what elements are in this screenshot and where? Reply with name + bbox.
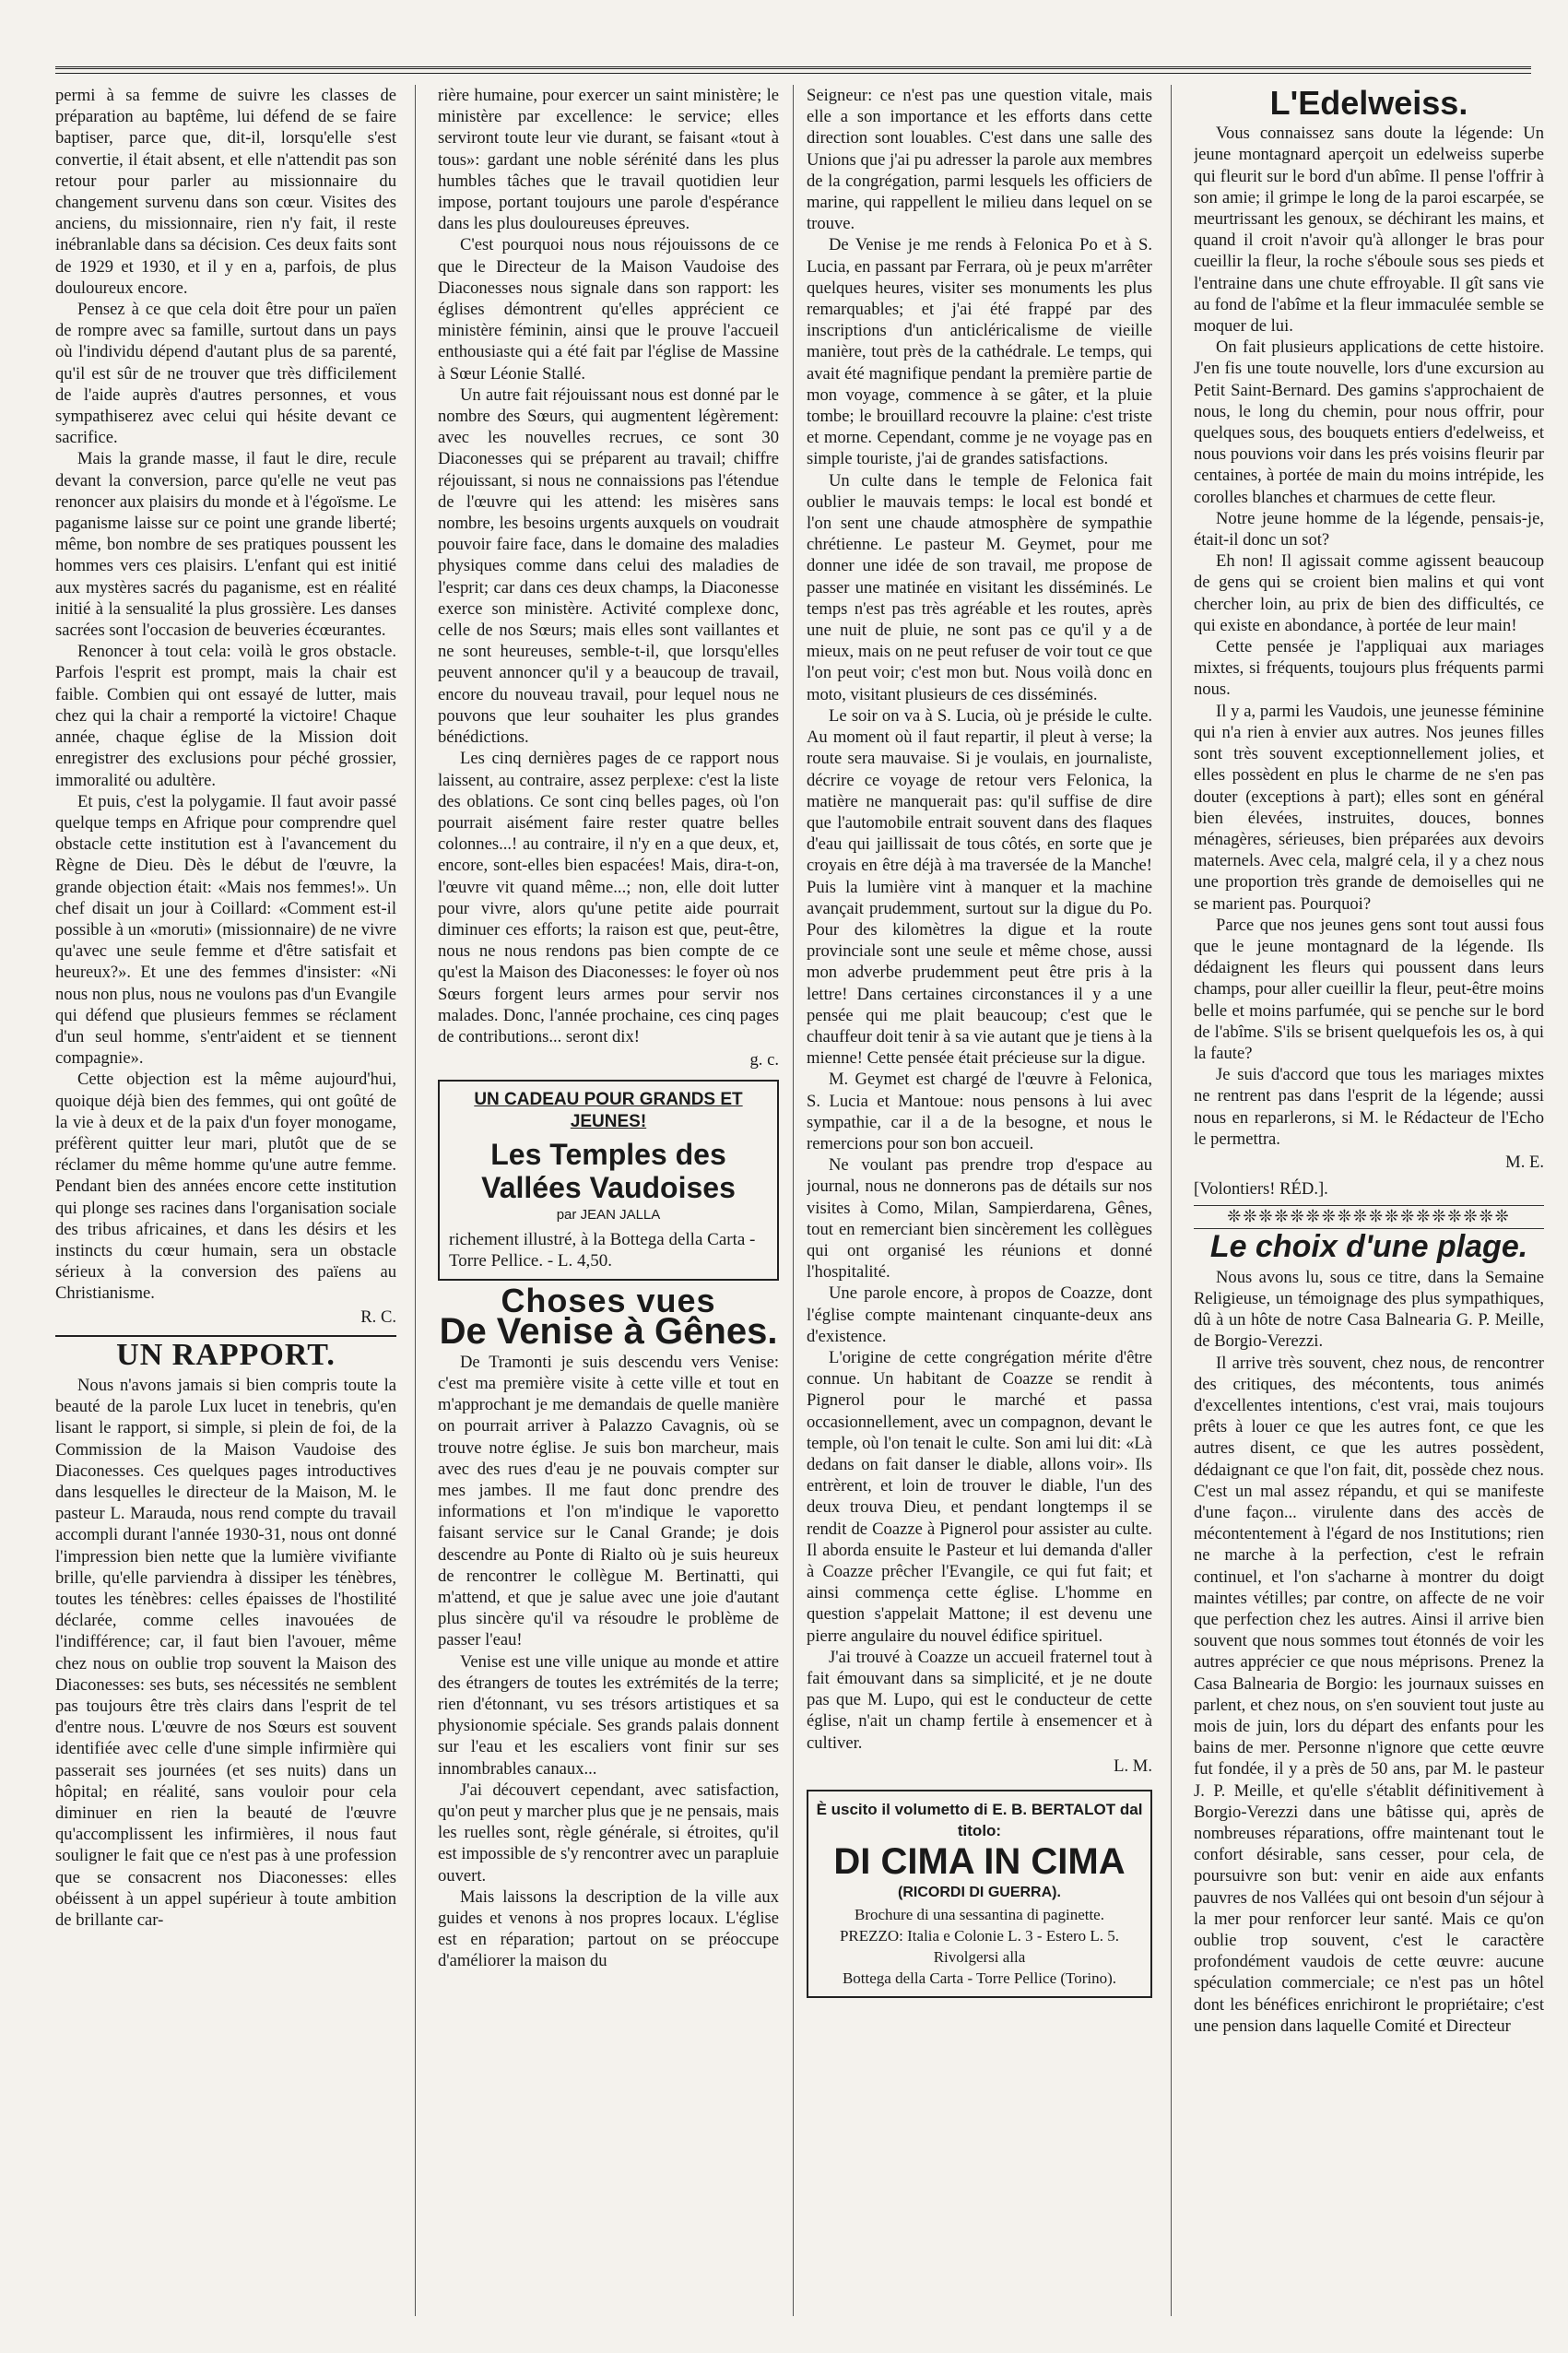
ad-body: richement illustré, à la Bottega della Carta - Torre Pellice. - L. 4,50. xyxy=(449,1229,756,1271)
column-divider xyxy=(793,85,794,2316)
paragraph: On fait plusieurs applications de cette histoire. J'en fis une toute nouvelle, lors d'une excursion au Petit Saint-Bernard. Des gamins s'approchaient de nous, le long du chemin, pour nous offrir, pour quelques sous, des bouquets entiers d'edelweiss, et nous pouvions voir dans les prés voisins fleurir par centaines, à portée de main du moins intrépide, les corolles blanches et charmues de cette fleur. xyxy=(1194,337,1544,507)
paragraph: De Venise je me rends à Felonica Po et à S. Lucia, en passant par Ferrara, où je peux m'arrêter quelques heures, visiter ses monuments les plus remarquables; et j'ai été frappé par des inscriptions d'un anticléricalisme de vieille manière, tout près de la cathédrale. Le temps, qui avait été magnifique pendant la première partie de mon voyage, commence à se gâter, et la pluie tombe; le brouillard recouvre la plaine: c'est triste et morne. Cependant, comme je ne voyage pas en simple touriste, j'ai de grandes satisfactions. xyxy=(807,235,1152,469)
editor-note: [Volontiers! RÉD.]. xyxy=(1194,1179,1328,1200)
section-title: Choses vues xyxy=(501,1282,716,1320)
paragraph: Je suis d'accord que tous les mariages mixtes ne rentrent pas dans l'esprit de la légende; aussi nous en reparlerons, si M. le Rédacteur de l'Echo le permettra. xyxy=(1194,1065,1544,1149)
ad-author: par JEAN JALLA xyxy=(556,1206,661,1223)
paragraph: M. Geymet est chargé de l'œuvre à Felonica, S. Lucia et Mantoue: nous pensons à lui avec sympathie, car il a de la besogne, et nous le remercions pour son bon accueil. xyxy=(807,1070,1152,1153)
paragraph: Eh non! Il agissait comme agissent beaucoup de gens qui se croient bien malins et qui vont chercher loin, au prix de bien des difficultés, ce qui existe en abondance, à portée de leur main! xyxy=(1194,551,1544,635)
signature: g. c. xyxy=(749,1050,779,1070)
paragraph: Mais la grande masse, il faut le dire, recule devant la conversion, parce qu'elle ne veut pas renoncer aux plaisirs du monde et à l'égoïsme. Le paganisme laisse sur ce point une grande liberté; même, bon nombre de ses pratiques poussent les hommes vers ces plaisirs. L'enfant qui est initié aux mystères sacrés du paganisme, est en réalité initié à la sensualité la plus grossière. Les danses sacrées sont l'occasion de beuveries écœurantes. xyxy=(55,449,396,641)
paragraph: Pensez à ce que cela doit être pour un païen de rompre avec sa famille, surtout dans un pays où l'individu dépend d'autant plus de sa parenté, qu'il est sûr de ne trouver que très difficilement de l'aide auprès d'autres personnes, et vous sympathiserez avec celui qui hésite devant ce sacrifice. xyxy=(55,300,396,448)
paragraph: L'origine de cette congrégation mérite d'être connue. Un habitant de Coazze se rendit à Pignerol pour le marché et passa occasionnellement, avec un compagnon, devant le temple, où l'on tenait le culte. Son ami lui dit: «Là dedans on fait danser le diable, allons voir». Ils entrèrent, et loin de trouver le diable, l'un des deux trouva Dieu, et pendant longtemps il se rendit de Coazze à Pignerol pour assister au culte. Il aborda ensuite le Pasteur et lui demanda d'aller à Coazze prêcher l'Evangile, ce qui fut fait; et ainsi commença cette église. L'homme en question s'appelait Mattone; il est devenu une pierre angulaire du nouvel édifice spirituel. xyxy=(807,1347,1152,1646)
paragraph: Mais laissons la description de la ville aux guides et venons à nos propres locaux. L'église est en réparation; partout on se préoccupe d'améliorer la maison du xyxy=(438,1886,779,1971)
paragraph: Venise est une ville unique au monde et attire des étrangers de toutes les extrémités de la terre; rien d'étonnant, vu ses trésors artistiques et sa physionomie spéciale. Ses grands palais donnent sur l'eau et les escaliers vont finir sur ses innombrables canaux... xyxy=(438,1651,779,1779)
ad-title: Les Temples des Vallées Vaudoises xyxy=(481,1137,736,1204)
paragraph: Et puis, c'est la polygamie. Il faut avoir passé quelque temps en Afrique pour comprendre quel obstacle cette institution est à l'avancement du Règne de Dieu. Dès le début de l'œuvre, la grande objection était: «Mais nos femmes!». Un chef disait un jour à Coillard: «Comment est-il possible à un «moruti» (missionnaire) de ne vivre qu'avec une seule femme et d'être satisfait et heureux?». Et une des femmes d'insister: «Ni nous non plus, nous ne voulons pas d'un Evangile qui défend que plusieurs femmes se réclament d'un seul homme, s'entr'aident et se tiennent compagnie». xyxy=(55,791,396,1069)
paragraph: Parce que nos jeunes gens sont tout aussi fous que le jeune montagnard de la légende. Ils dédaignent les fleurs qui poussent dans leurs champs, pour aller cueillir la fleur, peut-être moins belle et moins parfumée, qui se penche sur le bord de l'abîme. S'ils se brisent quelquefois les os, à qui la faute? xyxy=(1194,915,1544,1063)
paragraph: Nous avons lu, sous ce titre, dans la Semaine Religieuse, un témoignage des plus sympathiques, dû à un hôte de notre Casa Balnearia G. P. Meille, de Borgio-Verezzi. xyxy=(1194,1267,1544,1352)
paragraph: Une parole encore, à propos de Coazze, dont l'église compte maintenant cinquante-deux ans d'existence. xyxy=(807,1283,1152,1346)
paragraph: J'ai trouvé à Coazze un accueil fraternel tout à fait émouvant dans sa simplicité, et je ne doute pas que M. Lupo, qui est le conducteur de cette église, n'ait un champ fertile à ensemencer et à cultiver. xyxy=(807,1647,1152,1753)
article-title: L'Edelweiss. xyxy=(1269,85,1468,122)
paragraph: rière humaine, pour exercer un saint ministère; le ministère par excellence: le service; elles serviront toute leur vie durant, se faisant «tout à tous»: gardant une noble sérénité dans les plus humbles tâches que le travail quotidien leur impose, portant toujours une parole d'espérance dans les plus douloureuses épreuves. xyxy=(438,86,779,234)
paragraph: Le soir on va à S. Lucia, où je préside le culte. Au moment où il faut repartir, il pleut à verse; la route sera mauvaise. Si je voulais, en journaliste, décrire ce voyage de retour vers Felonica, la matière ne manquerait pas: qu'il suffise de dire que l'automobile entrait souvent dans des flaques d'eau qui jaillissait de tous côtés, en sorte que je croyais en être déjà à ma traversée de la Manche! Puis la lumière vint à manquer et la machine avançait prudemment, surtout sur la digue du Po. Pour des kilomètres la digue et la route provinciale sont une seule et même chose, aussi mon adverbe prudemment peut être pris à la lettre! Dans certaines circonstances il y a une pensée qui me plait beaucoup; c'est que le chauffeur doit tenir à sa vie autant que je tiens à la mienne! Cette pensée était précieuse sur la digue. xyxy=(807,705,1152,1069)
signature: R. C. xyxy=(360,1307,396,1327)
paragraph: Nous n'avons jamais si bien compris toute la beauté de la parole Lux lucet in tenebris, qu'en lisant le rapport, si simple, si plein de foi, de la Commission de la Maison Vaudoise des Diaconesses. Ces quelques pages introductives dans lesquelles le directeur de la Maison, M. le pasteur L. Marauda, nous rend compte du travail accompli durant l'année 1930-31, nous ont donné l'impression bien nette que la lumière vivifiante brille, qu'elle parviendra à dissiper les ténèbres, toutes les ténèbres: celles épaisses de l'hostilité déclarée, comme celles inavouées de l'indifférence; car, il faut bien l'avouer, même chez nous on oublie trop souvent la Maison des Diaconesses: ses buts, ses nécessités ne semblent pas toujours être très clairs dans l'esprit de tel d'entre nous. L'œuvre de nos Sœurs est souvent identifiée avec celle d'une simple infirmière qui passerait ses journées (et ses nuits) dans un hôpital; en réalité, sans vouloir pour cela diminuer en rien la beauté de l'œuvre qu'accomplissent les infirmières, il nous faut souligner le fait que ce n'est pas à une profession que se consacrent nos Diaconesses: elles obéissent à un appel supérieur à toute ambition de brillante car- xyxy=(55,1375,396,1931)
paragraph: permi à sa femme de suivre les classes de préparation au baptême, lui défend de se faire baptiser, parce que, dit-il, lorsqu'elle s'est convertie, il était absent, et elle n'attendit pas son retour pour parler au missionnaire du changement survenu dans son cœur. Visites des anciens, du missionnaire, rien n'y fait, il reste inébranlable dans sa décision. Ces deux faits sont de 1929 et 1930, et il y en a, parfois, de plus douloureux encore. xyxy=(55,86,396,298)
column-divider xyxy=(415,85,416,2316)
paragraph: Notre jeune homme de la légende, pensais-je, était-il donc un sot? xyxy=(1194,508,1544,550)
article-title: De Venise à Gênes. xyxy=(439,1310,778,1352)
ornament-divider: ❊❊❊❊❊❊❊❊❊❊❊❊❊❊❊❊❊❊ xyxy=(1194,1205,1544,1228)
paragraph: Il arrive très souvent, chez nous, de rencontrer des critiques, des mécontents, tous animés d'excellentes intentions, c'est vrai, mais toujours prêts à louer ce que les autres font, ce que les autres disent, ce que les autres possèdent, dédaignant ce que l'on fait, dit, possède chez nous. C'est un mal assez répandu, et qui se manifeste d'une façon... virulente dans des accès de mécontentement à l'égard de nos Institutions; rien ne marche à la perfection, c'est le refrain continuel, et l'on s'acharne à montrer du doigt maintes vétilles; par contre, on affecte de ne voir que perfection chez les autres. Ainsi il arrive bien souvent que nous sommes tout étonnés de voir les autres apprécier ce que nous méprisons. Prenez la Casa Balnearia de Borgio: les journaux suisses en parlent, et chez nous, on s'en souvient tout juste au mois de juin, lors du départ des enfants pour les bains de mer. Personne n'ignore que cette œuvre fut fondée, il y a près de 50 ans, par M. le pasteur J. P. Meille, et qu'elle s'établit définitivement à Borgio-Verezzi dans une bâtisse qui, après de nombreuses réparations, offre maintenant tout le confort désirable, sans cesser, pour cela, de poursuivre son but: venir en aide aux enfants pauvres de nos Vallées qui ont besoin d'un séjour à la mer pour renforcer leur santé. Mais ce qu'on oublie trop souvent, c'est le caractère profondément vaudois de cette œuvre: aucune spéculation commerciale; ce n'est pas un hôtel dont les bénéfices enrichiront le propriétaire; c'est une pension dans laquelle Comité et Directeur xyxy=(1194,1353,1544,2036)
paragraph: Cette objection est la même aujourd'hui, quoique déjà bien des femmes, qui ont goûté de la vie à deux et de la paix d'un foyer monogame, préfèrent quitter leur mari, plutôt que de se réclamer du même homme qu'une autre femme. Pendant bien des années encore cette institution qui plonge ses racines dans l'organisation sociale des tribus africaines, et dans les désirs et les instincts du cœur humain, sera un obstacle sérieux à la conversion des païens au Christianisme. xyxy=(55,1070,396,1304)
paragraph: Un culte dans le temple de Felonica fait oublier le mauvais temps: le local est bondé et l'on sent une chaude atmosphère de sympathie chrétienne. Le pasteur M. Geymet, pour me donner une idée de son travail, me propose de passer une matinée en visitant les disséminés. Le temps n'est pas très agréable et les routes, après une nuit de pluie, ne sont pas ce qu'il y a de mieux, mais on ne peut refuser de voir tout ce que l'on peut voir; c'est mon but. Nous voilà donc en moto, visitant plusieurs de ces disséminés. xyxy=(807,470,1152,704)
paragraph: Seigneur: ce n'est pas une question vitale, mais elle a son importance et les efforts dans cette direction sont louables. C'est dans une salle des Unions que j'ai pu adresser la parole aux membres de la congrégation, parmi lesquels les officiers de marine, qui rappellent le milieu dans lequel on se trouve. xyxy=(807,86,1152,234)
top-rule xyxy=(55,66,1531,74)
paragraph: Les cinq dernières pages de ce rapport nous laissent, au contraire, assez perplexe: c'est la liste des oblations. Ce sont cinq belles pages, où l'on pourrait aisément faire rester quatre belles colonnes...! au contraire, il n'y en a que deux, et, encore, sont-elles bien espacées! Mais, dira-t-on, l'œuvre vit quand même...; non, elle doit lutter pour vivre, alors qu'une petite aide pourrait diminuer ces efforts; la raison est que, peut-être, nous ne nous rendons pas bien compte de ce qu'est la Maison des Diaconesses: le foyer où nos Sœurs forgent leurs armes pour servir nos malades. Donc, l'année prochaine, ces cinq pages de contributions... seront dix! xyxy=(438,749,779,1046)
paragraph: Il y a, parmi les Vaudois, une jeunesse féminine qui n'a rien à envier aux autres. Nos jeunes filles sont très souvent exceptionnellement jolies, et elles possèdent en plus le charme de ne s'en pas douter (exceptions à part); elles sont en général bien élevées, instruites, douces, bonnes ménagères, sérieuses, bien préparées aux devoirs maternels. Avec cela, malgré cela, il y a chez nous une proportion très grande de demoiselles qui ne se marient pas. Pourquoi? xyxy=(1194,701,1544,914)
paragraph: Ne voulant pas prendre trop d'espace au journal, nous ne donnerons pas de détails sur nos visites à Como, Milan, Sampierdarena, Gênes, tout en remerciant bien sincèrement les collègues qui ont organisé les réunions et donné l'hospitalité. xyxy=(807,1155,1152,1283)
paragraph: Vous connaissez sans doute la légende: Un jeune montagnard aperçoit un edelweiss superbe qui fleurit sur le bord d'un abîme. Il pense l'offrir à son amie; il grimpe le long de la paroi escarpée, se meurtrissant les genoux, se déchirant les mains, et quand il croit n'avoir qu'à allonger le bras pour cueillir la fleur, la roche s'éboule sous ses pieds et l'entraine dans une chute effroyable. Il gît sans vie au fond de l'abîme et la fleur immaculée semble se moquer de lui. xyxy=(1194,124,1544,337)
signature: M. E. xyxy=(1505,1152,1544,1172)
separator xyxy=(55,1335,396,1337)
ad-headline: UN CADEAU POUR GRANDS ET JEUNES! xyxy=(474,1090,743,1131)
column-divider xyxy=(1171,85,1172,2316)
advertisement-box xyxy=(438,1080,779,1281)
column-2 xyxy=(438,85,779,1972)
paragraph: Cette pensée je l'appliquai aux mariages mixtes, si fréquents, toujours plus fréquents parmi nous. xyxy=(1194,637,1544,700)
ad-intro: È uscito il volumetto di E. B. BERTALOT dal titolo: xyxy=(816,1801,1143,1840)
ad-line: Bottega della Carta - Torre Pellice (Torino). xyxy=(842,1969,1117,1988)
paragraph: Renoncer à tout cela: voilà le gros obstacle. Parfois l'esprit est prompt, mais la chair est faible. Combien qui ont essayé de lutter, mais chez qui la chair a remporté la victoire! Chaque année, chaque église de la Mission doit enregistrer des exclusions pour péché grossier, immoralité ou adultère. xyxy=(55,642,396,790)
ad-line: Brochure di una sessantina di paginette. xyxy=(855,1905,1104,1923)
paragraph: J'ai découvert cependant, avec satisfaction, qu'on peut y marcher plus que je ne pensais, mais les ruelles sont, règle générale, si étroites, qu'il est impossible de s'y rencontrer avec un parapluie ouvert. xyxy=(438,1780,779,1886)
ad-title: DI CIMA IN CIMA xyxy=(833,1841,1126,1883)
ad-line: Rivolgersi alla xyxy=(933,1948,1026,1967)
article-title: UN RAPPORT. xyxy=(116,1337,336,1372)
column-1 xyxy=(55,85,396,1931)
paragraph: De Tramonti je suis descendu vers Venise: c'est ma première visite à cette ville et tout en m'approchant je me demandais de quelle manière on pourrait arriver à Palazzo Cavagnis, où se trouve notre église. Je suis bon marcheur, mais avec des rues d'eau je ne pouvais compter sur mes jambes. Il me faut donc prendre des informations et l'on m'indique le vaporetto faisant service sur le Canal Grande; je dois descendre au Ponte di Rialto où je suis heureux de rencontrer le collègue M. Bertinatti, qui m'attend, et que je salue avec une joie d'autant plus sincère qu'il va résoudre le problème de passer l'eau! xyxy=(438,1352,779,1650)
ad-subtitle: (RICORDI DI GUERRA). xyxy=(898,1885,1061,1901)
paragraph: C'est pourquoi nous nous réjouissons de ce que le Directeur de la Maison Vaudoise des Diaconesses nous signale dans son rapport: les églises démontrent qu'elles apprécient ce ministère féminin, ainsi que le prouve l'accueil enthousiaste qui a été fait par l'église de Massine à Sœur Léonie Stallé. xyxy=(438,235,779,384)
advertisement-box xyxy=(807,1790,1152,1998)
column-3 xyxy=(807,85,1152,1998)
article-title: Le choix d'une plage. xyxy=(1209,1228,1528,1264)
paragraph: Un autre fait réjouissant nous est donné par le nombre des Sœurs, qui augmentent légèrement: avec les nouvelles recrues, ce sont 30 Diaconesses qui se préparent au travail; chiffre réjouissant, si nous ne connaissions pas l'étendue de l'œuvre qui les attend: les misères sans nombre, les besoins urgents auxquels on voudrait pouvoir faire face, dans le domaine des maladies physiques comme dans celui des maladies de l'esprit; car dans ces deux champs, la Diaconesse exerce son ministère. Activité complexe donc, celle de nos Sœurs; mais elles sont vaillantes et ne sont heureuses, semble-t-il, que lorsqu'elles peuvent annoncer qu'il y a beaucoup de travail, encore du nouveau travail, pour lequel nous ne pouvons que leur souhaiter les plus grandes bénédictions. xyxy=(438,384,779,748)
column-4 xyxy=(1194,85,1544,2037)
ad-price: PREZZO: Italia e Colonie L. 3 - Estero L. 5. xyxy=(839,1926,1120,1945)
signature: L. M. xyxy=(1114,1756,1152,1776)
